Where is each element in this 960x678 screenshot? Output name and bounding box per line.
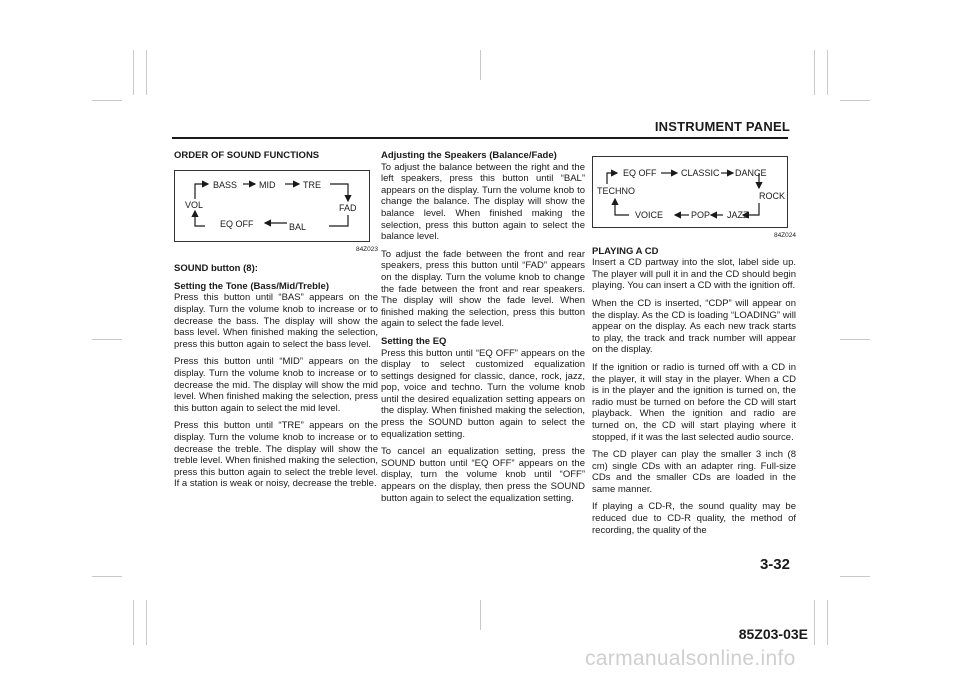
paragraph: To cancel an equalization setting, press the SOUND button until “EQ OFF” appears on the display, turn the volume knob until “OFF” appears on the display, then press the SOUND button again to select the equalization setting. <box>381 446 585 504</box>
section-heading: PLAYING A CD <box>592 245 659 257</box>
crop-mark <box>480 50 481 80</box>
crop-mark <box>146 600 147 645</box>
label-bal: BAL <box>289 221 307 232</box>
figure-caption: 84Z024 <box>773 232 796 239</box>
paragraph: The CD player can play the smaller 3 inch (8 cm) single CDs with an adapter ring. Full-size CDs and the smaller CDs are loaded in the same manner. <box>592 449 796 495</box>
label-voice: VOICE <box>635 210 664 220</box>
subheading: SOUND button (8): <box>174 263 258 275</box>
watermark: carmanualsonline.info <box>585 647 796 670</box>
crop-mark <box>840 100 870 101</box>
column-2 <box>381 150 585 510</box>
sound-order-svg <box>175 171 369 241</box>
eq-diagram <box>592 156 788 228</box>
crop-mark <box>840 576 870 577</box>
crop-mark <box>480 600 481 630</box>
paragraph: When the CD is inserted, “CDP” will appear on the display. As the CD is loading “LOADING” will appear on the display. As each new track starts to play, the track and track number will appear on the display. <box>592 297 796 356</box>
crop-mark <box>827 600 828 645</box>
paragraph: If playing a CD-R, the sound quality may be reduced due to CD-R quality, the method of recording, the quality of the <box>592 501 796 536</box>
label-tre: TRE <box>303 179 321 190</box>
subheading: Setting the EQ <box>381 335 447 347</box>
paragraph: Press this button until “MID” appears on the display. Turn the volume knob to increase or to decrease the mid. The display will show the mid level. When finished making the selection, press this button again to select the mid level. <box>174 356 378 414</box>
crop-mark <box>92 100 122 101</box>
column-1 <box>174 150 378 496</box>
crop-mark <box>840 339 870 340</box>
paragraph: To adjust the balance between the right and the left speakers, press this button until “BAL” appears on the display. Turn the volume knob to change the balance. The display will show the balance level. When finished making the selection, press this button again to select the balance level. <box>381 161 585 243</box>
label-dance: DANCE <box>735 168 767 178</box>
crop-mark <box>92 576 122 577</box>
paragraph: To adjust the fade between the front and rear speakers, press this button until “FAD” appears on the display. Turn the volume knob to change the fade between the front and rear speakers. The display will show the fade level. When finished making the selection, press this button again to select the fade level. <box>381 248 585 330</box>
label-rock: ROCK <box>759 191 786 201</box>
document-code: 85Z03-03E <box>738 626 808 642</box>
crop-mark <box>146 50 147 95</box>
label-jazz: JAZZ <box>727 210 749 220</box>
label-fad: FAD <box>339 202 357 213</box>
eq-order-svg <box>593 157 787 227</box>
sound-function-diagram <box>174 170 370 242</box>
crop-mark <box>133 600 134 645</box>
paragraph: Insert a CD partway into the slot, label side up. The player will pull it in and the CD should begin playing. You can insert a CD with the ignition off. <box>592 257 796 292</box>
page-number: 3-32 <box>759 556 790 573</box>
paragraph: Press this button until “BAS” appears on the display. Turn the volume knob to increase or to decrease the bass. The display will show the bass level. When finished making the selection, press this button again to select the bass level. <box>174 292 378 350</box>
label-vol: VOL <box>185 199 204 210</box>
subheading: Adjusting the Speakers (Balance/Fade) <box>381 150 557 161</box>
crop-mark <box>827 50 828 95</box>
paragraph: Press this button until “EQ OFF” appears on the display to select customized equalization settings designed for classic, dance, rock, jazz, pop, voice and techno. Turn the volume knob until the desired equalization setting appears on the display. When finished making the selection, press the SOUND button again to select the equalization setting. <box>381 347 585 440</box>
label-eq-off: EQ OFF <box>220 218 254 229</box>
crop-mark <box>133 50 134 95</box>
label-pop: POP <box>691 210 711 220</box>
label-techno: TECHNO <box>597 186 635 196</box>
label-bass: BASS <box>213 179 238 190</box>
crop-mark <box>92 339 122 340</box>
figure-caption: 84Z023 <box>355 245 378 253</box>
crop-mark <box>814 600 815 645</box>
label-classic: CLASSIC <box>681 168 720 178</box>
subheading: Setting the Tone (Bass/Mid/Treble) <box>174 280 330 292</box>
crop-mark <box>814 50 815 95</box>
label-mid: MID <box>259 179 276 190</box>
label-eq-off: EQ OFF <box>623 168 657 178</box>
page-header-title: INSTRUMENT PANEL <box>654 119 790 134</box>
section-heading: ORDER OF SOUND FUNCTIONS <box>174 150 320 161</box>
column-3 <box>592 150 796 542</box>
paragraph: If the ignition or radio is turned off with a CD in the player, it will stay in the player. When a CD is in the player and the ignition is turned on, the radio must be turned on before the CD will start playback. When the ignition and radio are turned on, the CD will start playing where it stopped, if it was the last selected audio source. <box>592 361 796 443</box>
paragraph: Press this button until “TRE” appears on the display. Turn the volume knob to increase or to decrease the treble. The display will show the treble level. When finished making the selection, press this button again to select the treble level. If a station is weak or noisy, decrease the treble. <box>174 420 378 490</box>
header-rule <box>172 137 788 139</box>
